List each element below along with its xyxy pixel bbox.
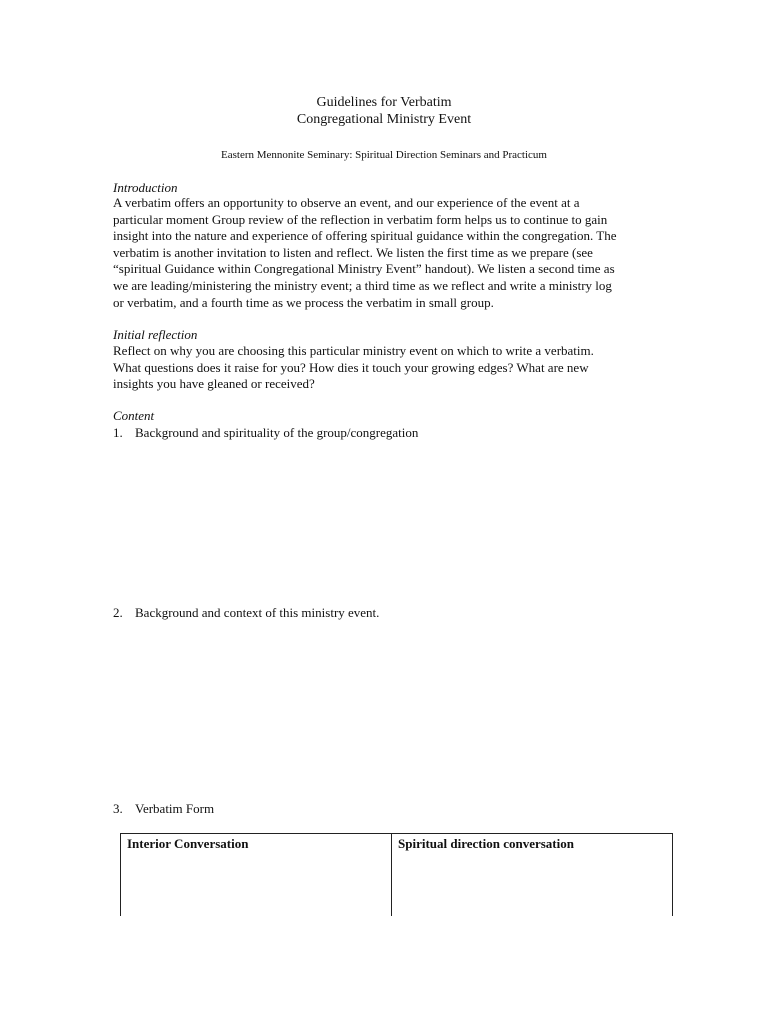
content-heading: Content <box>113 408 155 423</box>
initial-reflection-line: insights you have gleaned or received? <box>113 376 315 392</box>
content-item <box>113 425 418 441</box>
introduction-paragraph <box>113 195 658 311</box>
document-subtitle: Eastern Mennonite Seminary: Spiritual Direction Seminars and Practicum <box>221 149 547 161</box>
content-item-number: 2. <box>113 605 123 620</box>
introduction-line: “spiritual Guidance within Congregational Ministry Event” handout). We listen a second time as <box>113 261 615 277</box>
content-item-text: Background and context of this ministry event. <box>135 605 380 620</box>
introduction-line: A verbatim offers an opportunity to observe an event, and our experience of the event at a <box>113 195 580 210</box>
verbatim-table <box>120 833 673 916</box>
introduction-line: we are leading/ministering the ministry event; a third time as we reflect and write a ministry log <box>113 277 612 293</box>
content-item-number: 1. <box>113 425 123 440</box>
introduction-heading: Introduction <box>113 180 178 195</box>
content-item-text: Background and spirituality of the group/congregation <box>135 425 419 440</box>
initial-reflection-line: What questions does it raise for you? How dies it touch your growing edges? What are new <box>113 359 589 375</box>
initial-reflection-line: Reflect on why you are choosing this particular ministry event on which to write a verbatim. <box>113 343 594 358</box>
interior-conversation-column <box>121 834 392 916</box>
initial-reflection-paragraph <box>113 343 658 393</box>
content-item-text: Verbatim Form <box>135 801 215 816</box>
document-title: Guidelines for Verbatim <box>316 95 452 110</box>
interior-conversation-header: Interior Conversation <box>127 836 249 851</box>
content-item <box>113 605 379 621</box>
introduction-line: verbatim is another invitation to listen and reflect. We listen the first time as we prepare (see <box>113 244 593 260</box>
spiritual-direction-header: Spiritual direction conversation <box>398 836 574 851</box>
introduction-line: particular moment Group review of the reflection in verbatim form helps us to continue to gain <box>113 211 608 227</box>
spiritual-direction-column <box>392 834 672 916</box>
initial-reflection-heading: Initial reflection <box>113 327 198 342</box>
document-title-line-2: Congregational Ministry Event <box>296 112 472 127</box>
content-item <box>113 801 214 817</box>
introduction-line: insight into the nature and experience of offering spiritual guidance within the congregation. The <box>113 228 617 244</box>
introduction-line: or verbatim, and a fourth time as we process the verbatim in small group. <box>113 294 494 310</box>
content-item-number: 3. <box>113 801 123 816</box>
